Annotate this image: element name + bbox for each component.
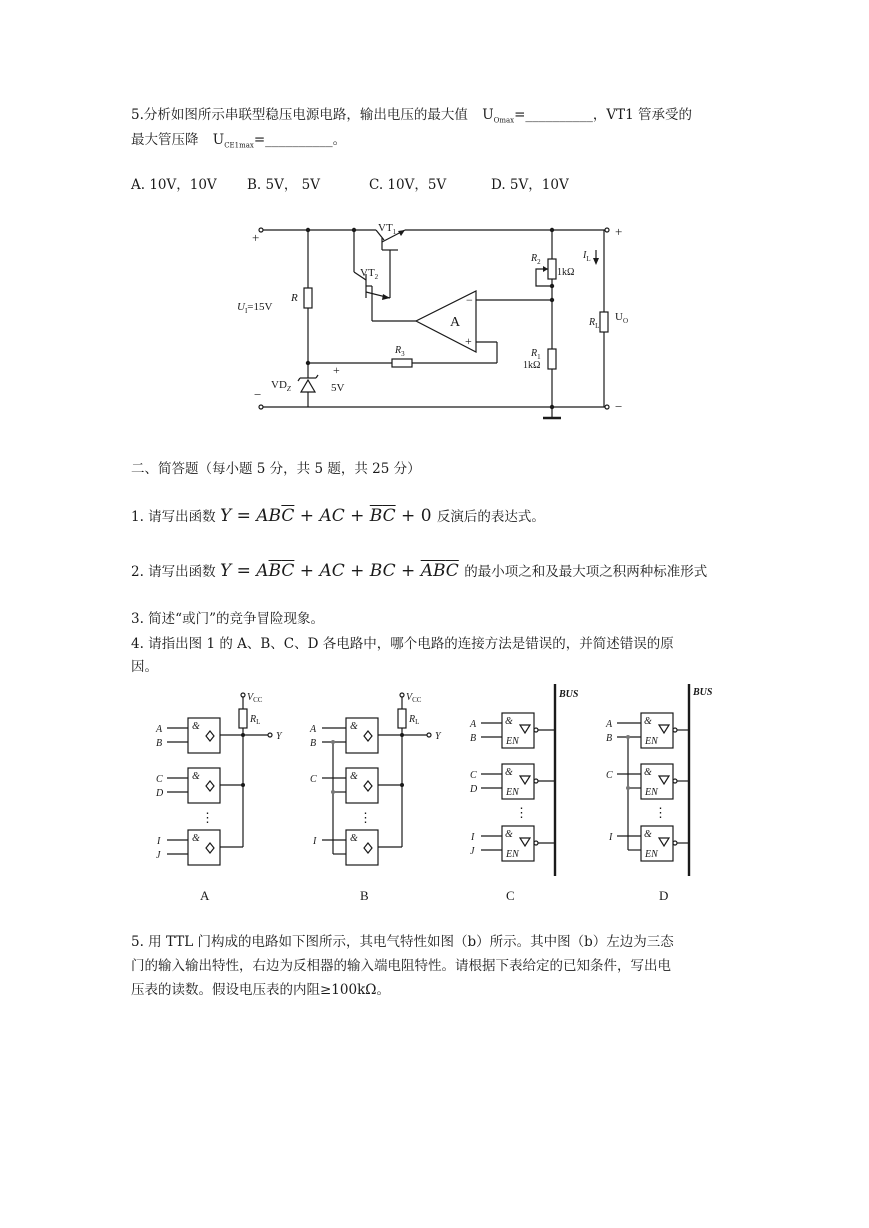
en-label: EN — [506, 849, 519, 860]
caption-a: A — [200, 888, 210, 903]
input-a: A — [310, 724, 317, 735]
uce-symbol: $U_{CE1max}$ — [212, 132, 254, 150]
ellipsis: ⋮ — [654, 805, 667, 820]
q2-5-line1: 5. 用 TTL 门构成的电路如下图所示，其电气特性如图（b）所示。其中图（b）左边为三态 — [131, 934, 674, 950]
and-symbol: & — [350, 721, 358, 732]
input-b: B — [310, 738, 317, 749]
and-symbol: & — [505, 829, 513, 840]
r1-value: 1kΩ — [523, 360, 541, 371]
q2-5-line2: 门的输入输出特性，右边为反相器的输入端电阻特性。请根据下表给定的已知条件，写出电 — [131, 958, 671, 974]
option-d: D. 5V，10V — [491, 177, 569, 193]
input-c: C — [156, 774, 163, 785]
q5-text-a: 5.分析如图所示串联型稳压电源电路，输出电压的最大值 — [131, 107, 468, 123]
ellipsis: ⋮ — [515, 805, 528, 820]
vcc-label: $V_{CC}$ — [247, 692, 263, 704]
output-plus: + — [615, 224, 623, 239]
input-d: D — [156, 788, 164, 799]
en-label: EN — [506, 736, 519, 747]
and-symbol: & — [192, 721, 200, 732]
vcc-label: $V_{CC}$ — [406, 692, 422, 704]
input-a: A — [470, 719, 477, 730]
and-symbol: & — [505, 716, 513, 727]
and-symbol: & — [505, 767, 513, 778]
input-i: I — [157, 836, 161, 847]
caption-c: C — [506, 888, 515, 903]
output-minus: − — [615, 399, 623, 414]
vdz-label: $VD_Z$ — [271, 379, 291, 393]
rl-label: $R_L$ — [250, 714, 261, 726]
vz-value: 5V — [331, 382, 345, 394]
en-label: EN — [645, 849, 658, 860]
option-b: B. 5V， 5V — [247, 177, 320, 193]
r-label: R — [291, 292, 298, 304]
figure-1 — [0, 680, 869, 910]
input-b: B — [156, 738, 163, 749]
ellipsis: ⋮ — [359, 810, 372, 825]
input-b: B — [606, 733, 613, 744]
input-j: J — [156, 850, 161, 861]
q5-line1 — [131, 106, 692, 130]
input-d: D — [470, 784, 478, 795]
output-y: Y — [435, 731, 441, 742]
ui-label: $U_I=15V$ — [237, 301, 273, 315]
uomax-symbol: $U_{Omax}$ — [482, 107, 515, 125]
uo-label: $U_O$ — [615, 311, 629, 325]
input-i: I — [313, 836, 317, 847]
rl-label: $R_L$ — [409, 714, 420, 726]
formula-1: $Y = AB\overline{C}$ + AC + $\overline{B}\overline{C} + 0$ — [219, 506, 432, 526]
and-symbol: & — [350, 833, 358, 844]
input-b: B — [470, 733, 477, 744]
il-label: $I_L$ — [583, 250, 591, 263]
r2-label: $R_2$ — [531, 253, 541, 266]
option-a: A. 10V，10V — [131, 177, 217, 193]
section-title: 二、简答题（每小题 5 分，共 5 题，共 25 分） — [131, 461, 421, 477]
caption-d: D — [659, 888, 669, 903]
r3-label: $R_3$ — [395, 345, 405, 358]
and-symbol: & — [350, 771, 358, 782]
ellipsis: ⋮ — [201, 810, 214, 825]
vt2-label: $VT_2$ — [360, 267, 379, 281]
input-c: C — [606, 770, 613, 781]
en-label: EN — [506, 787, 519, 798]
bus-label: BUS — [693, 687, 713, 698]
and-symbol: & — [192, 833, 200, 844]
q2-5-line3: 压表的读数。假设电压表的内阻≥100kΩ。 — [131, 982, 390, 998]
input-plus: + — [252, 230, 260, 245]
r1-label: $R_1$ — [531, 348, 541, 361]
bus-label: BUS — [559, 689, 579, 700]
q5-blank2: =__________。 — [253, 132, 347, 148]
input-j: J — [470, 846, 475, 857]
and-symbol: & — [192, 771, 200, 782]
option-c: C. 10V，5V — [369, 177, 447, 193]
formula-2: $Y = A\overline{B}\overline{C}$ + AC + BC + $\overline{AB}\overline{C}$ — [219, 561, 459, 581]
vz-plus: + — [333, 363, 340, 377]
q5-options — [131, 176, 569, 194]
input-c: C — [470, 770, 477, 781]
q5-blank1: =__________，VT1 管承受的 — [514, 107, 693, 123]
input-i: I — [609, 832, 613, 843]
r2-value: 1kΩ — [557, 267, 575, 278]
q2-4-line2: 因。 — [131, 659, 158, 675]
q2-4-line1: 4. 请指出图 1 的 A、B、C、D 各电路中，哪个电路的连接方法是错误的，并简述错误的原 — [131, 636, 674, 652]
amp-minus: − — [466, 293, 473, 307]
q2-3: 3. 简述“或门”的竞争冒险现象。 — [131, 611, 324, 627]
amp-label: A — [450, 315, 461, 330]
caption-b: B — [360, 888, 369, 903]
rl-label: $R_L$ — [589, 317, 600, 330]
and-symbol: & — [644, 767, 652, 778]
q5-text-b: 最大管压降 — [131, 132, 199, 148]
input-minus: − — [254, 387, 262, 402]
amp-plus: + — [465, 334, 472, 348]
and-symbol: & — [644, 829, 652, 840]
vt1-label: $VT_1$ — [378, 222, 397, 236]
en-label: EN — [645, 787, 658, 798]
en-label: EN — [645, 736, 658, 747]
q5-line2 — [131, 131, 346, 155]
q2-2: 2. 请写出函数 $Y = A\overline{B}\overline{C}$ + AC + BC + $\overline{AB}\overline{C}$ 的最小项之和及最大项之积两种标准形式 — [131, 561, 708, 581]
input-a: A — [156, 724, 163, 735]
input-a: A — [606, 719, 613, 730]
input-c: C — [310, 774, 317, 785]
and-symbol: & — [644, 716, 652, 727]
regulator-circuit — [0, 210, 869, 450]
output-y: Y — [276, 731, 282, 742]
q2-1: 1. 请写出函数 $Y = AB\overline{C}$ + AC + $\overline{B}\overline{C} + 0$ 反演后的表达式。 — [131, 506, 545, 526]
input-i: I — [471, 832, 475, 843]
